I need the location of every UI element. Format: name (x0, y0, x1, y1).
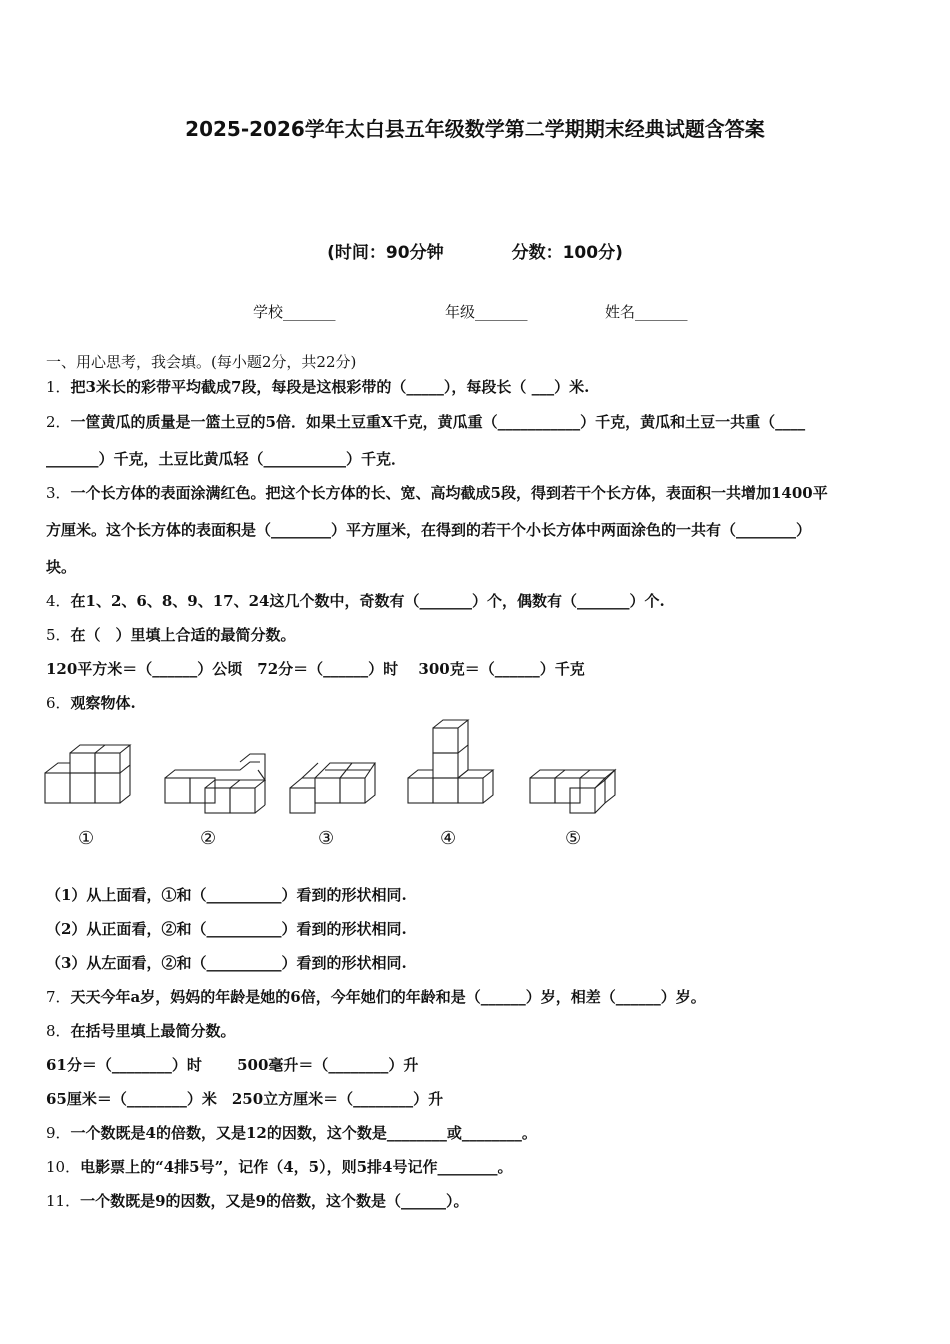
question-line (46, 1020, 236, 1041)
question-text: 方厘米。这个长方体的表面积是（________）平方厘米，在得到的若干个小长方体中两面涂色的一共有（________） (46, 521, 812, 539)
figure-2-cubes (165, 754, 265, 813)
question-line (46, 590, 665, 611)
exam-info (0, 238, 950, 263)
question-line (46, 1054, 418, 1075)
question-text: 在括号里填上最简分数。 (70, 1022, 236, 1040)
figure-label: ② (200, 828, 217, 849)
question-text: 把3米长的彩带平均截成7段，每段是这根彩带的（_____），每段长（ ___）米. (70, 378, 590, 396)
name-field: 姓名_______ (605, 303, 688, 321)
figure-1-cubes (45, 745, 130, 803)
question-number: 7． (46, 988, 71, 1006)
question-number: 1． (46, 378, 71, 396)
question-number: 9． (46, 1124, 71, 1142)
question-text: 观察物体. (70, 694, 136, 712)
question-line (46, 411, 805, 432)
question-text: 一个长方体的表面涂满红色。把这个长方体的长、宽、高均截成5段，得到若干个长方体，表面积一共增加1400平 (70, 484, 828, 502)
cube-figures (40, 718, 640, 858)
question-text: 61分＝（________）时 500毫升＝（________）升 (46, 1056, 419, 1074)
question-line (46, 376, 589, 397)
grade-field: 年级_______ (445, 303, 528, 321)
question-text: 在1、2、6、8、9、17、24这几个数中，奇数有（_______）个，偶数有（_______）个. (70, 592, 665, 610)
school-field: 学校_______ (253, 303, 336, 321)
question-text: 块。 (46, 558, 77, 576)
question-text: 天天今年a岁，妈妈的年龄是她的6倍，今年她们的年龄和是（______）岁，相差（______）岁。 (70, 988, 706, 1006)
page-title: 2025-2026学年太白县五年级数学第二学期期末经典试题含答案 (185, 117, 765, 141)
question-text: _______）千克，土豆比黄瓜轻（___________）千克． (46, 450, 407, 468)
question-line (46, 1088, 443, 1109)
figure-label: ⑤ (565, 828, 582, 849)
exam-time: (时间：90分钟 (327, 243, 444, 263)
question-text: （2）从正面看，②和（__________）看到的形状相同. (46, 920, 407, 938)
question-line (46, 1122, 537, 1143)
question-line (46, 556, 76, 577)
question-line (46, 692, 136, 713)
question-line (46, 986, 706, 1007)
figure-4-cubes (408, 720, 493, 803)
figure-label: ③ (318, 828, 335, 849)
exam-score: 分数：100分) (511, 243, 623, 263)
question-number: 2． (46, 413, 71, 431)
figure-5-cubes (530, 770, 615, 813)
question-number: 5． (46, 626, 71, 644)
question-line (46, 658, 585, 679)
figure-label: ④ (440, 828, 457, 849)
question-line (46, 1190, 468, 1211)
question-line (46, 1156, 512, 1177)
question-text: 65厘米＝（________）米 250立方厘米＝（________）升 (46, 1090, 444, 1108)
question-line (46, 952, 407, 973)
question-number: 6． (46, 694, 71, 712)
question-line (46, 624, 296, 645)
question-text: （1）从上面看，①和（__________）看到的形状相同. (46, 886, 407, 904)
question-line (46, 448, 406, 469)
question-text: （3）从左面看，②和（__________）看到的形状相同. (46, 954, 407, 972)
question-text: 一个数既是4的倍数，又是12的因数，这个数是________或________。 (70, 1124, 537, 1142)
figure-label: ① (78, 828, 95, 849)
question-number: 8． (46, 1022, 71, 1040)
section-heading: 一、用心思考，我会填。(每小题2分，共22分) (46, 353, 357, 371)
question-text: 一筐黄瓜的质量是一篮土豆的5倍．如果土豆重X千克，黄瓜重（___________）千克，黄瓜和土豆一共重（____ (70, 413, 806, 431)
question-text: 一个数既是9的因数，又是9的倍数，这个数是（______）。 (80, 1192, 469, 1210)
question-line (46, 918, 407, 939)
question-text: 120平方米＝（______）公顷 72分＝（______）时 300克＝（______）千克 (46, 660, 585, 678)
question-number: 4． (46, 592, 71, 610)
question-text: 在（ ）里填上合适的最简分数。 (70, 626, 296, 644)
question-line (46, 482, 828, 503)
question-number: 11． (46, 1192, 81, 1210)
figure-3-cubes (290, 763, 375, 813)
question-text: 电影票上的“4排5号”，记作（4，5），则5排4号记作________。 (80, 1158, 513, 1176)
question-line (46, 884, 407, 905)
cube-drawings (40, 718, 640, 818)
question-line (46, 519, 811, 540)
question-number: 10． (46, 1158, 81, 1176)
question-number: 3． (46, 484, 71, 502)
